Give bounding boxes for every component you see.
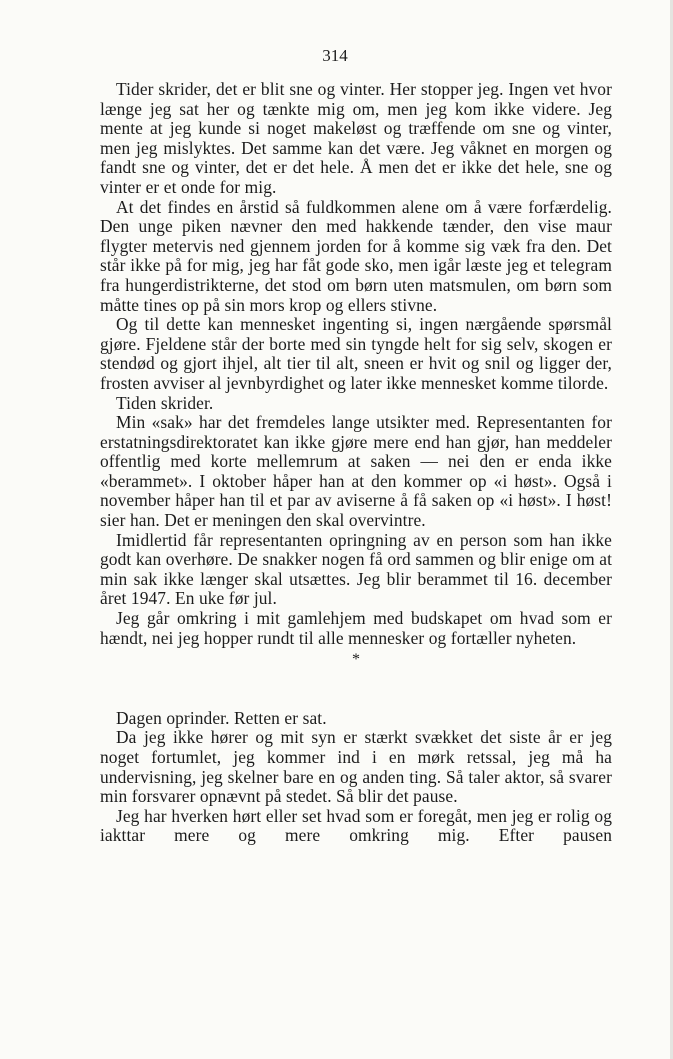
paragraph: Imidlertid får representanten opringning av en person som han ikke godt kan overhøre. De snakker nogen få ord sammen og blir enige om at min sak ikke længer skal utsættes. Jeg blir berammet til 16. december året 1947. En uke før jul. — [100, 529, 612, 609]
paragraph: Og til dette kan mennesket ingenting si, ingen nærgående spørsmål gjøre. Fjeldene står der borte med sin tyngde helt for sig selv, skogen er stendød og gjort ihjel, alt tier til alt, sneen er hvit og snil og ligger der, frosten avviser al jevnbyrdighet og later ikke mennesket komme tilorde. — [100, 314, 612, 393]
body-text — [100, 80, 612, 846]
page-number: 314 — [322, 46, 348, 65]
paragraph: Jeg har hverken hørt eller set hvad som er foregåt, men jeg er rolig og iakttar mere og mere omkring mig. Efter pausen — [100, 805, 612, 846]
section-separator: * — [351, 651, 361, 669]
paragraph: Tiden skrider. — [116, 392, 214, 413]
paragraph: Jeg går omkring i mit gamlehjem med budskapet om hvad som er hændt, nei jeg hopper rundt til alle mennesker og fortæller nyheten. — [100, 608, 612, 648]
paragraph: Da jeg ikke hører og mit syn er stærkt svækket det siste år er jeg noget fortumlet, jeg kommer ind i en mørk retssal, jeg må ha undervisning, jeg skelner bare en og anden ting. Så taler aktor, så svarer min forsvarer opnævnt på stedet. Så blir det pause. — [100, 727, 612, 807]
paragraph: At det findes en årstid så fuldkommen alene om å være forfærdelig. Den unge piken nævner den med hakkende tænder, den vise maur flygter metervis ned gjennem jorden for å komme sig væk fra den. Det står ikke på for mig, jeg har fåt gode sko, men igår læste jeg et telegram fra hungerdistrikterne, det stod om børn uten matsmulen, om børn som måtte tines op på sin mors krop og ellers stivne. — [100, 196, 612, 315]
paragraph: Dagen oprinder. Retten er sat. — [116, 707, 327, 728]
paragraph: Tider skrider, det er blit sne og vinter. Her stopper jeg. Ingen vet hvor længe jeg sat her og tænkte mig om, men jeg kom ikke videre. Jeg mente at jeg kunde si noget makeløst og træffende om sne og vinter, men jeg mislyktes. Det samme kan det være. Jeg våknet en morgen og fandt sne og vinter, det er det hele. Å men det er ikke det hele, sne og vinter er et onde for mig. — [100, 79, 612, 197]
paragraph: Min «sak» har det fremdeles lange utsikter med. Representanten for erstatningsdirektoratet kan ikke gjøre mere end han gjør, han meddeler offentlig med korte mellemrum at saken — nei den er enda ikke «berammet». I oktober håper han at den kommer op «i høst». Også i november håper han til et par av aviserne å få saken op «i høst». I høst! sier han. Det er meningen den skal overvintre. — [100, 412, 612, 531]
